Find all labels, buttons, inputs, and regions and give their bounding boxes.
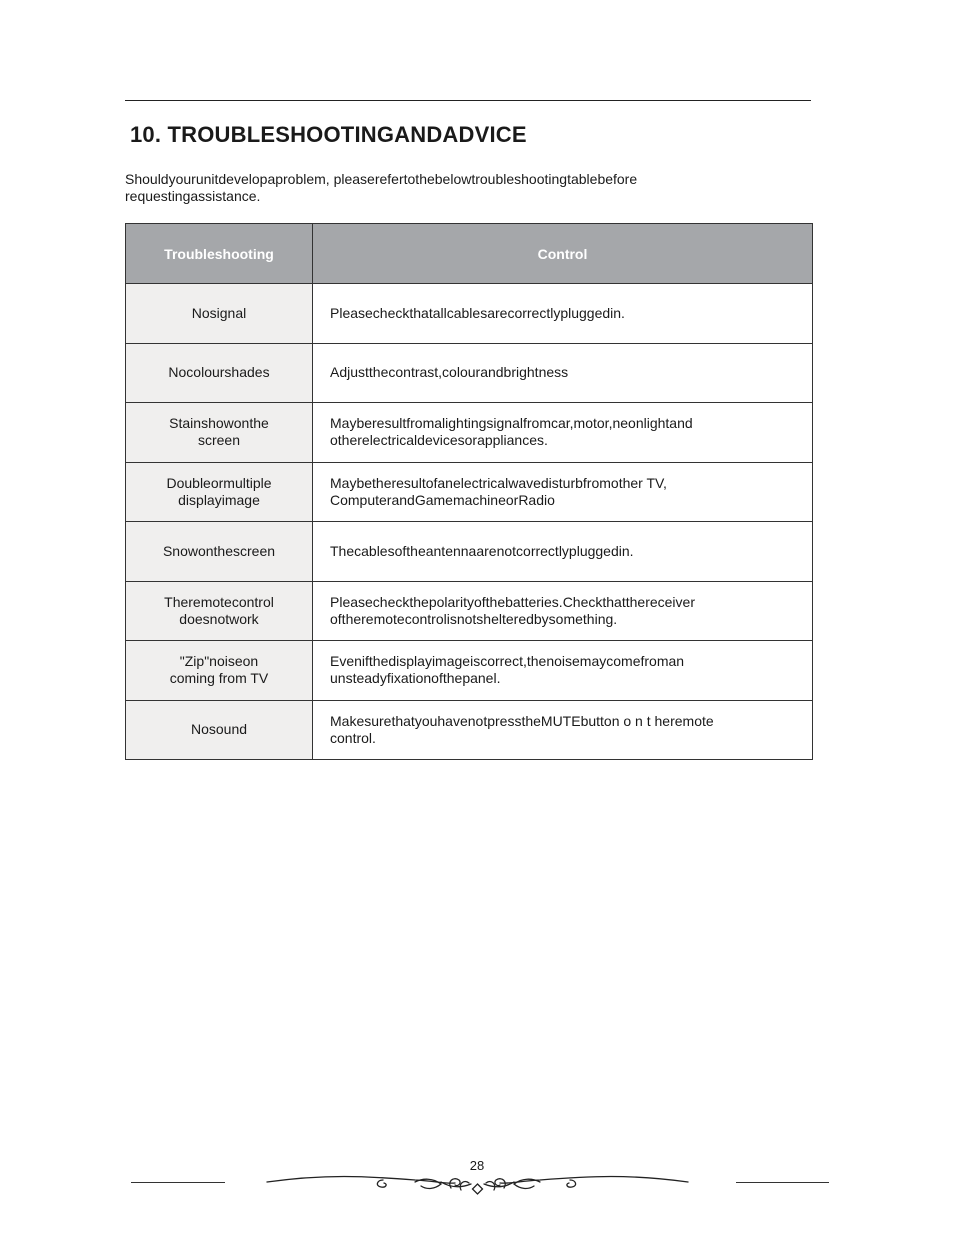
table-row: [126, 403, 813, 463]
symptom-cell: Theremotecontrol doesnotwork: [126, 581, 313, 641]
intro-text: Shouldyourunitdevelopaproblem, pleaserefertothebelowtroubleshootingtablebefore requestingassistance.: [125, 171, 638, 204]
table-row: [126, 343, 813, 403]
remedy-cell: Adjustthecontrast,colourandbrightness: [313, 343, 813, 403]
symptom-cell: Nosound: [126, 700, 313, 760]
symptom-cell: Nosignal: [126, 284, 313, 344]
table-row: [126, 700, 813, 760]
header-rule: [125, 100, 811, 101]
symptom-cell: "Zip"noiseon coming from TV: [126, 641, 313, 701]
symptom-cell: Nocolourshades: [126, 343, 313, 403]
remedy-cell: MakesurethatyouhavenotpresstheMUTEbutton o n t heremote control.: [313, 700, 813, 760]
remedy-cell: Thecablesoftheantennaarenotcorrectlypluggedin.: [313, 522, 813, 582]
remedy-cell: Pleasecheckthepolarityofthebatteries.Checkthatthereceiver oftheremotecontrolisnotshelteredbysomething.: [313, 581, 813, 641]
remedy-cell: Pleasecheckthatallcablesarecorrectlypluggedin.: [313, 284, 813, 344]
footer-rule-left: [131, 1182, 225, 1183]
table-row: [126, 284, 813, 344]
table-row: [126, 522, 813, 582]
troubleshooting-table: [125, 223, 813, 760]
table-header-row: [126, 224, 813, 284]
symptom-cell: Stainshowonthe screen: [126, 403, 313, 463]
table-row: [126, 462, 813, 522]
remedy-cell: Evenifthedisplayimageiscorrect,thenoisemaycomefroman unsteadyfixationofthepanel.: [313, 641, 813, 701]
remedy-cell: Maybetheresultofanelectricalwavedisturbfromother TV, ComputerandGamemachineorRadio: [313, 462, 813, 522]
remedy-cell: Mayberesultfromalightingsignalfromcar,motor,neonlightand otherelectricaldevicesorappliances.: [313, 403, 813, 463]
header-control: Control: [313, 224, 813, 284]
section-title: 10. TROUBLESHOOTINGANDADVICE: [130, 122, 527, 147]
footer-rule-right: [736, 1182, 829, 1183]
symptom-cell: Snowonthescreen: [126, 522, 313, 582]
table-row: [126, 641, 813, 701]
header-troubleshooting: Troubleshooting: [126, 224, 313, 284]
page-number: 28: [469, 1158, 485, 1173]
table-row: [126, 581, 813, 641]
symptom-cell: Doubleormultiple displayimage: [126, 462, 313, 522]
